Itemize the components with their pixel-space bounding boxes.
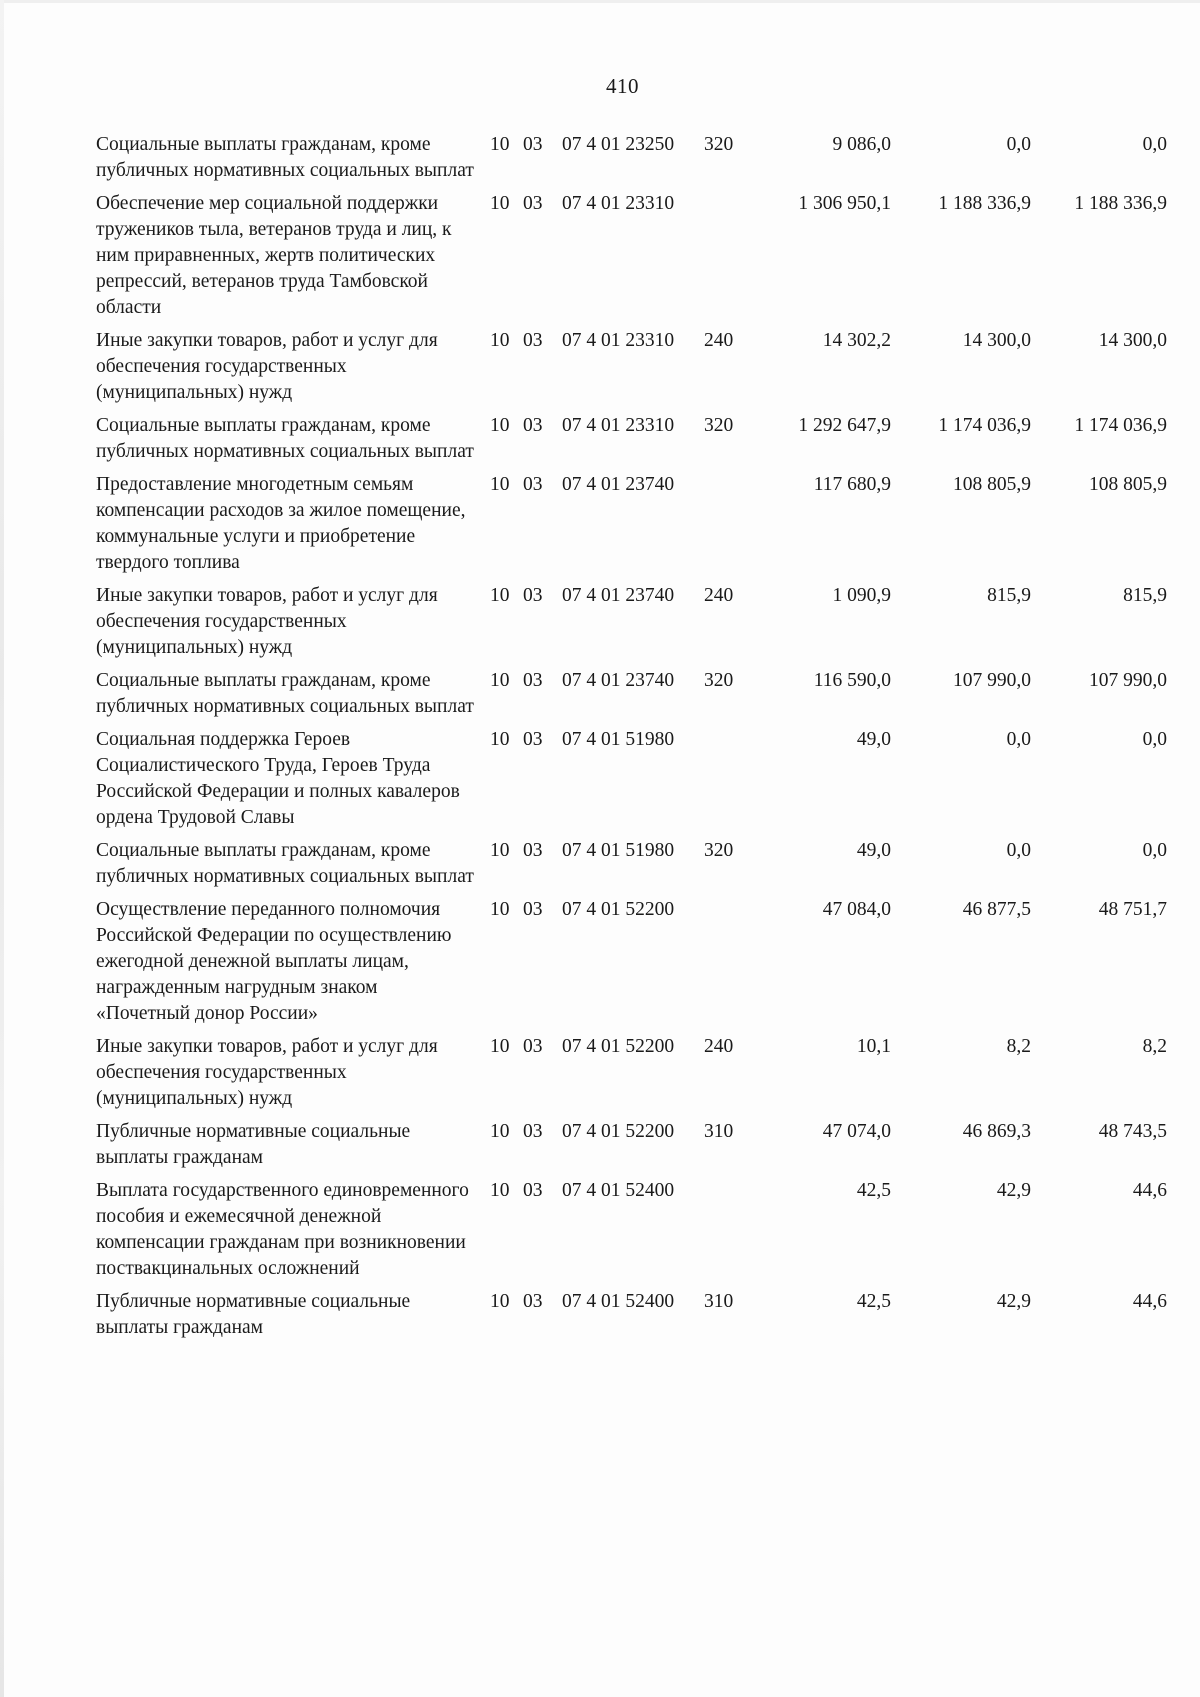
row-section: 10	[490, 1180, 510, 1201]
row-section: 10	[490, 193, 510, 214]
row-value-year-3: 0,0	[1142, 840, 1167, 861]
row-value-year-1: 117 680,9	[813, 474, 891, 495]
row-expense-type: 310	[704, 1291, 734, 1312]
row-value-year-1: 10,1	[856, 1036, 891, 1057]
row-value-year-2: 42,9	[996, 1291, 1031, 1312]
table-row	[96, 668, 1167, 727]
row-expense-type	[704, 472, 752, 583]
table-row	[96, 413, 1167, 472]
row-value-year-2: 46 877,5	[962, 899, 1031, 920]
row-value-year-1: 116 590,0	[813, 670, 891, 691]
row-subsection: 03	[523, 729, 543, 750]
table-row	[96, 1178, 1167, 1289]
row-value-year-2: 815,9	[987, 585, 1031, 606]
row-value-year-2: 42,9	[996, 1180, 1031, 1201]
row-subsection: 03	[523, 585, 543, 606]
table-row	[96, 1034, 1167, 1119]
row-target-article: 07 4 01 52400	[562, 1180, 675, 1201]
row-name: Публичные нормативные социальные выплаты гражданам	[96, 1121, 411, 1168]
row-value-year-2: 0,0	[1006, 729, 1031, 750]
row-value-year-1: 1 090,9	[832, 585, 891, 606]
scan-edge-left	[0, 0, 4, 1697]
row-subsection: 03	[523, 840, 543, 861]
row-value-year-3: 0,0	[1142, 729, 1167, 750]
page-number: 410	[606, 74, 639, 98]
scan-edge-top	[0, 0, 1200, 3]
row-value-year-3: 8,2	[1142, 1036, 1167, 1057]
row-subsection: 03	[523, 415, 543, 436]
row-expense-type: 240	[704, 330, 734, 351]
row-name: Социальные выплаты гражданам, кроме публичных нормативных социальных выплат	[96, 134, 474, 181]
row-section: 10	[490, 474, 510, 495]
row-section: 10	[490, 899, 510, 920]
row-target-article: 07 4 01 23740	[562, 585, 675, 606]
row-target-article: 07 4 01 51980	[562, 840, 675, 861]
row-value-year-3: 0,0	[1142, 134, 1167, 155]
table-row	[96, 472, 1167, 583]
row-target-article: 07 4 01 51980	[562, 729, 675, 750]
row-name: Иные закупки товаров, работ и услуг для обеспечения государственных (муниципальных) нужд	[96, 330, 438, 403]
row-name: Иные закупки товаров, работ и услуг для обеспечения государственных (муниципальных) нужд	[96, 1036, 438, 1109]
row-section: 10	[490, 1121, 510, 1142]
row-value-year-1: 49,0	[856, 840, 891, 861]
row-section: 10	[490, 729, 510, 750]
row-target-article: 07 4 01 23740	[562, 474, 675, 495]
row-name: Предоставление многодетным семьям компенсации расходов за жилое помещение, коммунальные услуги и приобретение твердого топлива	[96, 474, 466, 573]
row-subsection: 03	[523, 474, 543, 495]
row-subsection: 03	[523, 1036, 543, 1057]
row-target-article: 07 4 01 23310	[562, 330, 675, 351]
row-target-article: 07 4 01 23310	[562, 415, 675, 436]
row-section: 10	[490, 1291, 510, 1312]
row-value-year-3: 48 751,7	[1098, 899, 1167, 920]
row-name: Публичные нормативные социальные выплаты гражданам	[96, 1291, 411, 1338]
row-value-year-1: 49,0	[856, 729, 891, 750]
row-subsection: 03	[523, 670, 543, 691]
row-expense-type	[704, 727, 752, 838]
table-row	[96, 727, 1167, 838]
row-target-article: 07 4 01 52200	[562, 899, 675, 920]
row-value-year-1: 9 086,0	[832, 134, 891, 155]
row-target-article: 07 4 01 52200	[562, 1036, 675, 1057]
row-value-year-3: 44,6	[1132, 1291, 1167, 1312]
row-subsection: 03	[523, 1180, 543, 1201]
row-value-year-3: 107 990,0	[1089, 670, 1167, 691]
row-value-year-3: 1 188 336,9	[1074, 193, 1167, 214]
row-name: Социальная поддержка Героев Социалистического Труда, Героев Труда Российской Федерации и полных кавалеров ордена Трудовой Славы	[96, 729, 460, 828]
row-value-year-1: 47 084,0	[822, 899, 891, 920]
table-row	[96, 1289, 1167, 1348]
row-target-article: 07 4 01 23740	[562, 670, 675, 691]
row-target-article: 07 4 01 52400	[562, 1291, 675, 1312]
row-expense-type: 240	[704, 585, 734, 606]
table-row	[96, 328, 1167, 413]
row-value-year-2: 0,0	[1006, 134, 1031, 155]
row-expense-type: 240	[704, 1036, 734, 1057]
row-expense-type: 320	[704, 840, 734, 861]
row-value-year-2: 8,2	[1006, 1036, 1031, 1057]
table-row	[96, 1119, 1167, 1178]
row-section: 10	[490, 1036, 510, 1057]
row-value-year-1: 42,5	[856, 1180, 891, 1201]
row-value-year-2: 46 869,3	[962, 1121, 1031, 1142]
row-subsection: 03	[523, 193, 543, 214]
row-name: Обеспечение мер социальной поддержки тружеников тыла, ветеранов труда и лиц, к ним приравненных, жертв политических репрессий, ветеранов труда Тамбовской области	[96, 193, 452, 318]
row-subsection: 03	[523, 1291, 543, 1312]
row-name: Осуществление переданного полномочия Российской Федерации по осуществлению ежегодной денежной выплаты лицам, награжденным нагрудным знаком «Почетный донор России»	[96, 899, 452, 1024]
table-row	[96, 191, 1167, 328]
table-row	[96, 838, 1167, 897]
row-value-year-3: 108 805,9	[1089, 474, 1167, 495]
row-section: 10	[490, 840, 510, 861]
row-name: Социальные выплаты гражданам, кроме публичных нормативных социальных выплат	[96, 415, 474, 462]
row-subsection: 03	[523, 1121, 543, 1142]
row-name: Выплата государственного единовременного пособия и ежемесячной денежной компенсации гражданам при возникновении поствакцинальных осложнений	[96, 1180, 469, 1279]
row-section: 10	[490, 330, 510, 351]
row-value-year-2: 1 188 336,9	[938, 193, 1031, 214]
row-name: Социальные выплаты гражданам, кроме публичных нормативных социальных выплат	[96, 840, 474, 887]
row-section: 10	[490, 134, 510, 155]
row-name: Социальные выплаты гражданам, кроме публичных нормативных социальных выплат	[96, 670, 474, 717]
row-section: 10	[490, 670, 510, 691]
row-expense-type	[704, 1178, 752, 1289]
row-target-article: 07 4 01 52200	[562, 1121, 675, 1142]
row-expense-type: 310	[704, 1121, 734, 1142]
row-expense-type: 320	[704, 134, 734, 155]
row-section: 10	[490, 585, 510, 606]
row-value-year-2: 0,0	[1006, 840, 1031, 861]
table-row	[96, 583, 1167, 668]
row-expense-type	[704, 191, 752, 328]
row-expense-type	[704, 897, 752, 1034]
row-subsection: 03	[523, 330, 543, 351]
row-target-article: 07 4 01 23250	[562, 134, 675, 155]
row-value-year-1: 42,5	[856, 1291, 891, 1312]
row-value-year-3: 14 300,0	[1098, 330, 1167, 351]
row-value-year-3: 44,6	[1132, 1180, 1167, 1201]
budget-table-body	[96, 132, 1167, 1348]
row-value-year-3: 815,9	[1123, 585, 1167, 606]
row-value-year-2: 108 805,9	[953, 474, 1031, 495]
row-value-year-2: 1 174 036,9	[938, 415, 1031, 436]
row-value-year-3: 1 174 036,9	[1074, 415, 1167, 436]
row-expense-type: 320	[704, 415, 734, 436]
row-expense-type: 320	[704, 670, 734, 691]
row-subsection: 03	[523, 134, 543, 155]
row-value-year-1: 1 306 950,1	[798, 193, 891, 214]
row-value-year-3: 48 743,5	[1098, 1121, 1167, 1142]
table-row	[96, 897, 1167, 1034]
row-value-year-1: 1 292 647,9	[798, 415, 891, 436]
row-value-year-2: 107 990,0	[953, 670, 1031, 691]
row-section: 10	[490, 415, 510, 436]
table-row	[96, 132, 1167, 191]
row-value-year-2: 14 300,0	[962, 330, 1031, 351]
row-subsection: 03	[523, 899, 543, 920]
budget-table	[96, 132, 1167, 1348]
row-target-article: 07 4 01 23310	[562, 193, 675, 214]
row-name: Иные закупки товаров, работ и услуг для обеспечения государственных (муниципальных) нужд	[96, 585, 438, 658]
row-value-year-1: 47 074,0	[822, 1121, 891, 1142]
row-value-year-1: 14 302,2	[822, 330, 891, 351]
